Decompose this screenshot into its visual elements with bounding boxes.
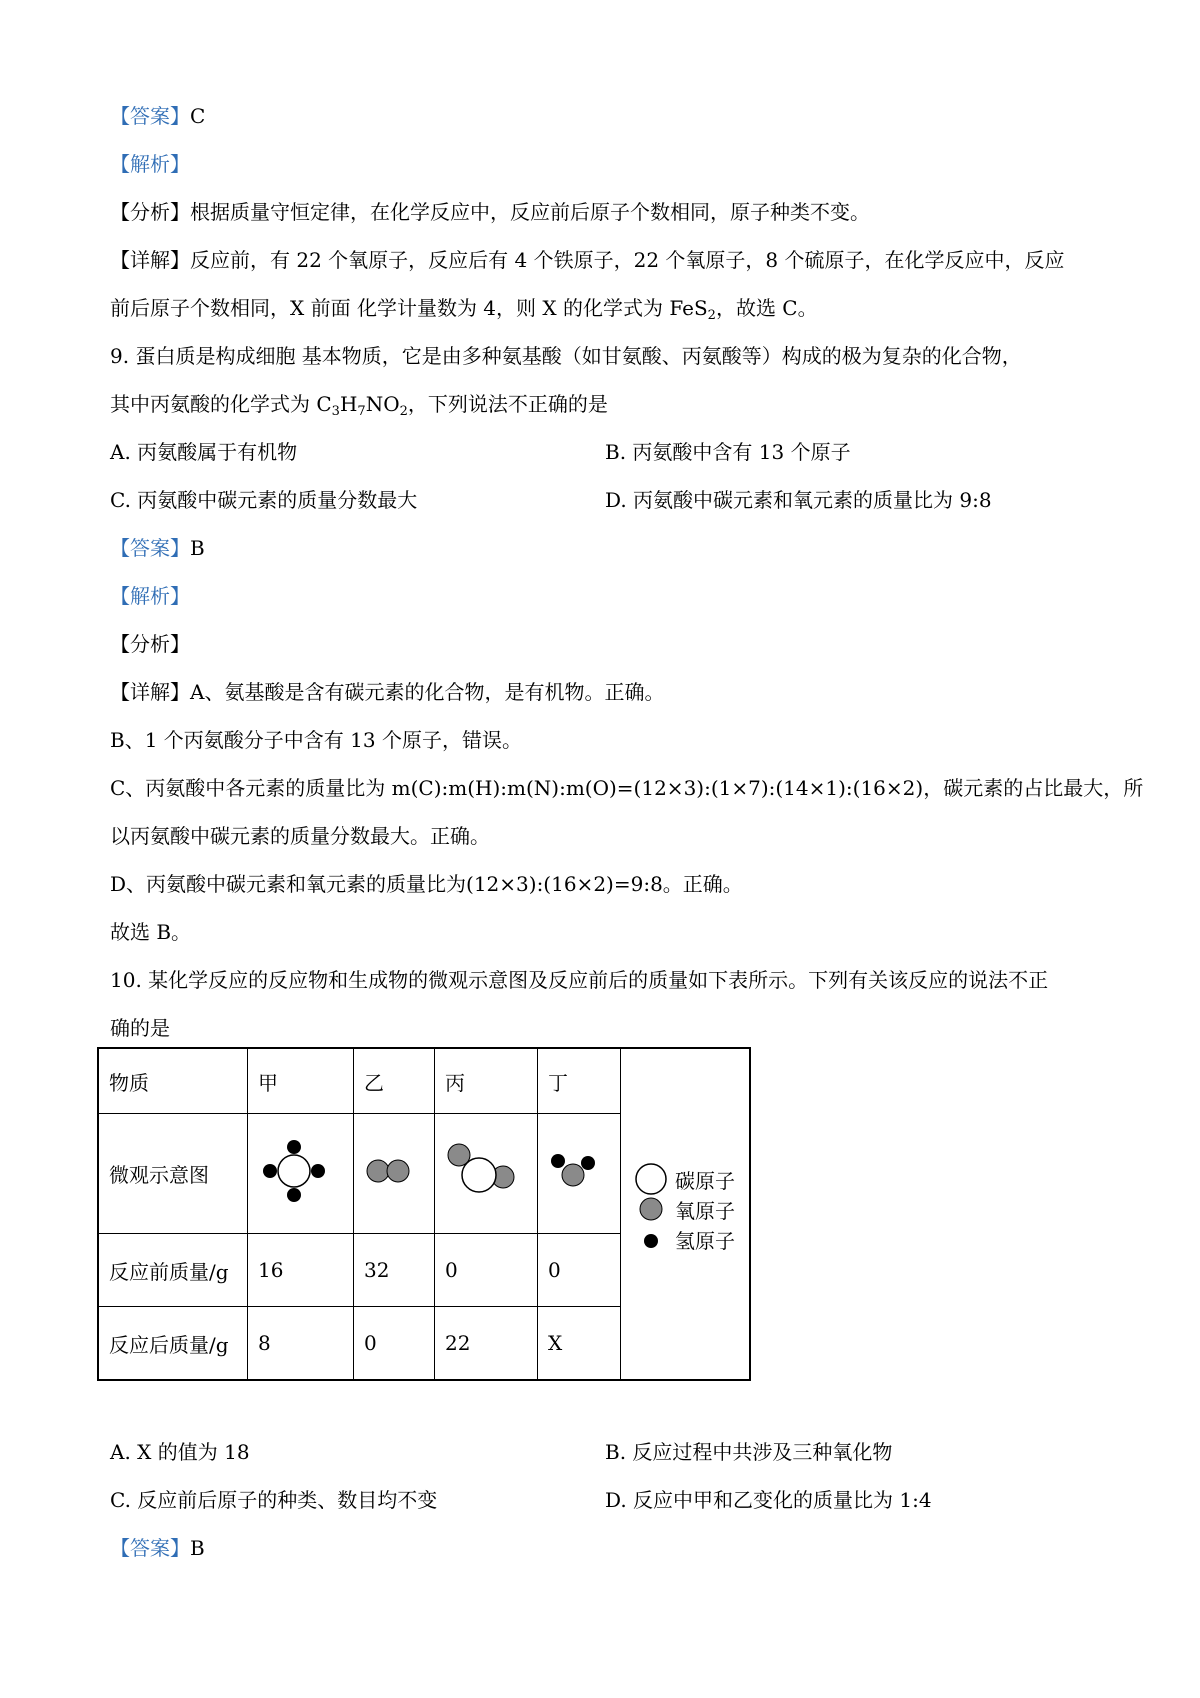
q9-detail-c-line-1: C、丙氨酸中各元素的质量比为 m(C):m(H):m(N):m(O)=(12×3):(1×7):(14×1):(16×2)，碳元素的占比最大，所	[110, 776, 1144, 800]
table-cell: 甲	[248, 1048, 354, 1114]
detail-text: 反应前，有 22 个氧原子，反应后有 4 个铁原子，22 个氧原子，8 个硫原子，在化学反应中，反应	[190, 248, 1065, 272]
subscript: 3	[331, 404, 340, 419]
table-cell: 反应后质量/g	[98, 1307, 248, 1381]
detail-text: ，故选 C。	[715, 296, 818, 320]
carbon-atom-icon	[633, 1162, 669, 1196]
q10-option-a: A. X 的值为 18	[110, 1440, 250, 1464]
q9-answer	[110, 534, 205, 562]
subscript: 2	[707, 308, 716, 323]
q9-option-a: A. 丙氨酸属于有机物	[110, 440, 298, 464]
fenxi-text: 根据质量守恒定律，在化学反应中，反应前后原子个数相同，原子种类不变。	[190, 200, 870, 224]
q10-table	[97, 1047, 751, 1381]
oxygen-molecule-icon	[364, 1156, 414, 1186]
subscript: 7	[357, 404, 366, 419]
q9-detail-c-line-2: 以丙氨酸中碳元素的质量分数最大。正确。	[110, 824, 490, 848]
stem-text: H	[339, 392, 358, 416]
legend-cell	[621, 1048, 751, 1380]
answer-tag: 【答案】	[110, 104, 190, 128]
q9-fenxi: 【分析】	[110, 632, 190, 656]
table-cell: 16	[248, 1234, 354, 1307]
table-cell: 22	[435, 1307, 538, 1381]
q9-detail-d: D、丙氨酸中碳元素和氧元素的质量比为(12×3):(16×2)=9:8。正确。	[110, 872, 743, 896]
table-cell: 32	[354, 1234, 435, 1307]
table-cell: 0	[435, 1234, 538, 1307]
table-cell-ding-molecule	[538, 1114, 621, 1234]
q10-answer	[110, 1534, 205, 1562]
methane-molecule-icon	[258, 1133, 330, 1209]
legend-carbon	[633, 1164, 735, 1194]
hydrogen-atom-icon	[633, 1226, 669, 1252]
legend-hydrogen-label: 氢原子	[675, 1228, 735, 1253]
detail-text: 前后原子个数相同，X 前面 化学计量数为 4，则 X 的化学式为 FeS	[110, 296, 708, 320]
answer-value: B	[190, 1536, 205, 1560]
analysis-tag: 【解析】	[110, 584, 190, 608]
table-cell-jia-molecule	[248, 1114, 354, 1234]
table-cell: 8	[248, 1307, 354, 1381]
q9-analysis	[110, 582, 190, 610]
detail-tag: 【详解】	[110, 680, 190, 704]
table-cell-yi-molecule	[354, 1114, 435, 1234]
water-molecule-icon	[548, 1149, 600, 1193]
legend-hydrogen	[633, 1224, 735, 1254]
table-cell: 微观示意图	[98, 1114, 248, 1234]
q9-conclusion: 故选 B。	[110, 920, 192, 944]
stem-text: NO	[365, 392, 400, 416]
q10-stem-line-1: 10. 某化学反应的反应物和生成物的微观示意图及反应前后的质量如下表所示。下列有关该反应的说法不正	[110, 968, 1049, 992]
table-cell: 丙	[435, 1048, 538, 1114]
subscript: 2	[399, 404, 408, 419]
q8-fenxi	[110, 198, 870, 226]
q9-stem-line-1: 9. 蛋白质是构成细胞 基本物质，它是由多种氨基酸（如甘氨酸、丙氨酸等）构成的极为复杂的化合物，	[110, 344, 1022, 368]
q8-analysis	[110, 150, 190, 178]
legend-oxygen-label: 氧原子	[675, 1198, 735, 1223]
table-cell-bing-molecule	[435, 1114, 538, 1234]
answer-tag: 【答案】	[110, 536, 190, 560]
fenxi-tag: 【分析】	[110, 200, 190, 224]
table-cell: X	[538, 1307, 621, 1381]
q10-option-d: D. 反应中甲和乙变化的质量比为 1:4	[605, 1488, 932, 1512]
table-row-header	[98, 1048, 750, 1114]
analysis-tag: 【解析】	[110, 152, 190, 176]
oxygen-atom-icon	[633, 1194, 669, 1224]
stem-text: 其中丙氨酸的化学式为 C	[110, 392, 332, 416]
q9-stem-line-2	[110, 390, 608, 418]
table-cell: 反应前质量/g	[98, 1234, 248, 1307]
q9-option-d: D. 丙氨酸中碳元素和氧元素的质量比为 9:8	[605, 488, 992, 512]
q9-detail-a	[110, 678, 664, 706]
q8-detail-line-1	[110, 246, 1065, 274]
q9-option-b: B. 丙氨酸中含有 13 个原子	[605, 440, 851, 464]
q10-option-b: B. 反应过程中共涉及三种氧化物	[605, 1440, 893, 1464]
table-cell: 物质	[98, 1048, 248, 1114]
q10-option-c: C. 反应前后原子的种类、数目均不变	[110, 1488, 438, 1512]
detail-tag: 【详解】	[110, 248, 190, 272]
q8-detail-line-2	[110, 294, 818, 322]
answer-value: B	[190, 536, 205, 560]
legend-oxygen	[633, 1194, 735, 1224]
q9-detail-b: B、1 个丙氨酸分子中含有 13 个原子，错误。	[110, 728, 522, 752]
table-cell: 0	[354, 1307, 435, 1381]
answer-value: C	[190, 104, 206, 128]
stem-text: ，下列说法不正确的是	[407, 392, 608, 416]
detail-text: A、氨基酸是含有碳元素的化合物，是有机物。正确。	[190, 680, 665, 704]
answer-tag: 【答案】	[110, 1536, 190, 1560]
table-cell: 丁	[538, 1048, 621, 1114]
atom-legend	[633, 1164, 735, 1254]
legend-carbon-label: 碳原子	[675, 1168, 735, 1193]
carbon-dioxide-molecule-icon	[445, 1141, 517, 1201]
q8-answer	[110, 102, 205, 130]
q9-option-c: C. 丙氨酸中碳元素的质量分数最大	[110, 488, 418, 512]
q10-stem-line-2: 确的是	[110, 1016, 170, 1040]
table-cell: 0	[538, 1234, 621, 1307]
table-cell: 乙	[354, 1048, 435, 1114]
